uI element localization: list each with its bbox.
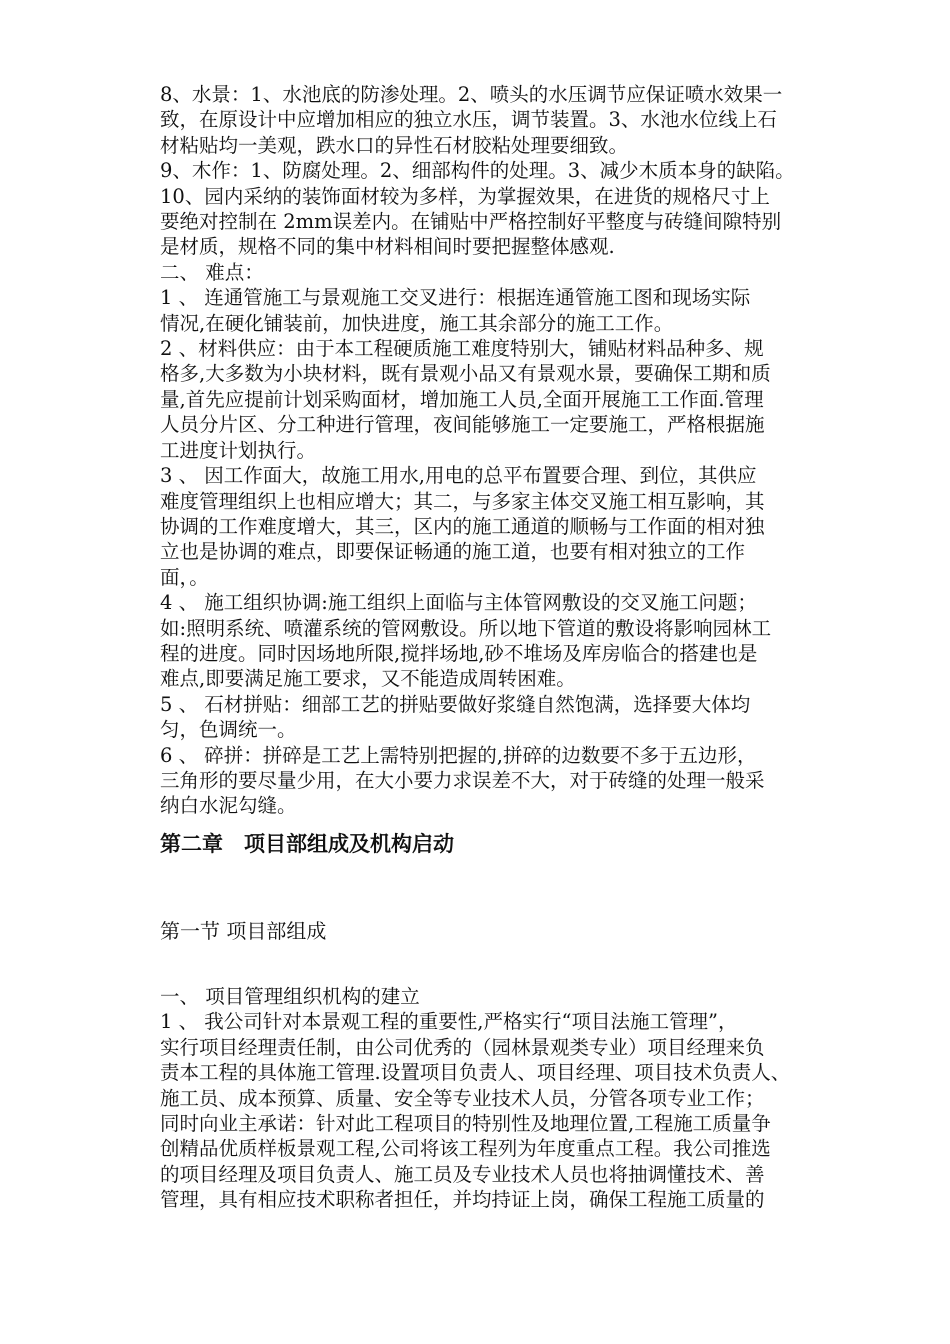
text-line: 要绝对控制在 2mm误差内。在铺贴中严格控制好平整度与砖缝间隙特别 bbox=[160, 210, 782, 234]
section-heading: 第一节 项目部组成 bbox=[160, 919, 327, 943]
text-line: 实行项目经理责任制，由公司优秀的（园林景观类专业）项目经理来负 bbox=[160, 1035, 765, 1059]
text-line: 的项目经理及项目负责人、施工员及专业技术人员也将抽调懂技术、善 bbox=[160, 1162, 765, 1186]
text-line: 责本工程的具体施工管理.设置项目负责人、项目经理、项目技术负责人、 bbox=[160, 1061, 791, 1085]
text-line: 是材质，规格不同的集中材料相间时要把握整体感观. bbox=[160, 235, 615, 259]
text-line: 材粘贴均一美观，跌水口的异性石材胶粘处理要细致。 bbox=[160, 133, 629, 157]
body-text-block-1 bbox=[160, 82, 880, 819]
text-line: 施工员、成本预算、质量、安全等专业技术人员，分管各项专业工作； bbox=[160, 1086, 765, 1110]
text-line: 1 、 我公司针对本景观工程的重要性,严格实行“项目法施工管理”， bbox=[160, 1010, 738, 1034]
text-line: 情况,在硬化铺装前，加快进度，施工其余部分的施工工作。 bbox=[160, 311, 674, 335]
text-line: 6 、 碎拼：拼碎是工艺上需特别把握的,拼碎的边数要不多于五边形， bbox=[160, 743, 757, 767]
text-line: 4 、 施工组织协调:施工组织上面临与主体管网敷设的交叉施工问题； bbox=[160, 591, 757, 615]
text-line: 工进度计划执行。 bbox=[160, 438, 317, 462]
text-line: 三角形的要尽量少用，在大小要力求误差不大，对于砖缝的处理一般采 bbox=[160, 768, 765, 792]
text-line: 同时向业主承诺：针对此工程项目的特别性及地理位置,工程施工质量争 bbox=[160, 1112, 771, 1136]
text-line: 如:照明系统、喷灌系统的管网敷设。所以地下管道的敷设将影响园林工 bbox=[160, 616, 772, 640]
body-text-block-2 bbox=[160, 984, 880, 1213]
text-line: 程的进度。同时因场地所限,搅拌场地,砂不堆场及库房临合的搭建也是 bbox=[160, 641, 758, 665]
text-line: 人员分片区、分工种进行管理，夜间能够施工一定要施工，严格根据施 bbox=[160, 413, 765, 437]
text-line: 创精品优质样板景观工程,公司将该工程列为年度重点工程。我公司推选 bbox=[160, 1137, 771, 1161]
text-line: 10、园内采纳的装饰面材较为多样，为掌握效果，在进货的规格尺寸上 bbox=[160, 184, 770, 208]
text-line: 3 、 因工作面大，故施工用水,用电的总平布置要合理、到位，其供应 bbox=[160, 464, 757, 488]
text-line: 面，。 bbox=[160, 565, 209, 589]
text-line: 1 、 连通管施工与景观施工交叉进行：根据连通管施工图和现场实际 bbox=[160, 286, 751, 310]
text-line: 匀，色调统一。 bbox=[160, 718, 297, 742]
text-line: 5 、 石材拼贴：细部工艺的拼贴要做好浆缝自然饱满，选择要大体均 bbox=[160, 692, 751, 716]
text-line: 致，在原设计中应增加相应的独立水压，调节装置。3、水池水位线上石 bbox=[160, 108, 777, 132]
text-line: 管理，具有相应技术职称者担任，并均持证上岗，确保工程施工质量的 bbox=[160, 1188, 765, 1212]
text-line: 8、水景：1、水池底的防渗处理。2、喷头的水压调节应保证喷水效果一 bbox=[160, 83, 783, 106]
text-line: 一、 项目管理组织机构的建立 bbox=[160, 985, 420, 1008]
text-line: 立也是协调的难点，即要保证畅通的施工道，也要有相对独立的工作 bbox=[160, 540, 746, 564]
text-line: 难点,即要满足施工要求，又不能造成周转困难。 bbox=[160, 667, 576, 691]
text-line: 纳白水泥勾缝。 bbox=[160, 794, 297, 818]
text-line: 量,首先应提前计划采购面材，增加施工人员,全面开展施工工作面.管理 bbox=[160, 387, 764, 411]
text-line: 二、 难点： bbox=[160, 260, 264, 284]
text-line: 9、木作：1、防腐处理。2、细部构件的处理。3、减少木质本身的缺陷。 bbox=[160, 159, 795, 183]
text-line: 难度管理组织上也相应增大；其二，与多家主体交叉施工相互影响，其 bbox=[160, 489, 765, 513]
text-line: 格多,大多数为小块材料，既有景观小品又有景观水景，要确保工期和质 bbox=[160, 362, 771, 386]
chapter-heading: 第二章 项目部组成及机构启动 bbox=[160, 832, 454, 856]
text-line: 2 、材料供应：由于本工程硬质施工难度特别大，铺贴材料品种多、规 bbox=[160, 337, 764, 361]
text-line: 协调的工作难度增大，其三，区内的施工通道的顺畅与工作面的相对独 bbox=[160, 514, 765, 538]
